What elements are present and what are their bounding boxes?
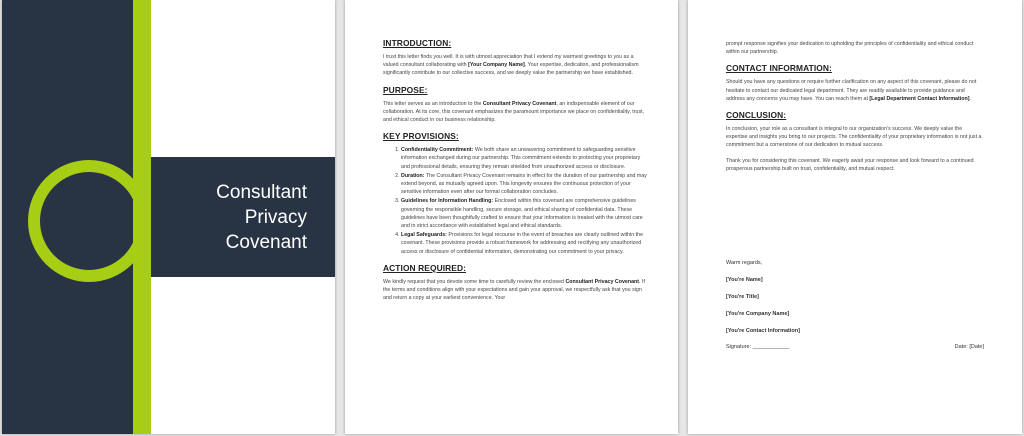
- introduction-text: I trust this letter finds you well. It is with utmost appreciation that I extend my warmest greetings to you as a valued consultant collaborating with [Your Company Name]. Your expertise, dedication, and professionalism significantly contribute to our collective success, and we deeply value the partnership we have established.: [383, 54, 639, 77]
- cover-title: [157, 180, 307, 255]
- letter-page-1: [345, 0, 678, 434]
- signer-company: [You're Company Name]: [726, 311, 790, 318]
- regards-text: Warm regards,: [726, 260, 763, 267]
- thank-you-text: Thank you for considering this covenant. We eagerly await your response and look forward to a continued prosperous partnership built on trust, confidentiality, and mutual respect.: [726, 157, 974, 172]
- purpose-text: This letter serves as an introduction to the Consultant Privacy Covenant, an indispensable element of our collaboration. At its core, this covenant emphasizes the paramount importance we place on confidentiality, trust, and ethical conduct in our business relationship.: [383, 100, 645, 124]
- cover-title-line: Covenant: [225, 232, 307, 253]
- action-required-text: We kindly request that you devote some time to carefully review the enclosed Consultant Privacy Covenant. If the terms and conditions align with your expectations and gain your approval, we respectfully ask that you sign and return a copy at your earliest convenience. Your: [383, 278, 645, 302]
- continued-text: prompt response signifies your dedication to upholding the principles of confidentiality and ethical conduct within our partnership.: [726, 41, 974, 56]
- signature-line: Signature: ____________: [726, 344, 790, 351]
- conclusion-heading: CONCLUSION:: [726, 110, 787, 121]
- list-item: 4. Legal Safeguards: Provisions for legal recourse in the event of breaches are clearly outlined within the covenant. These provisions provide a robust framework for addressing and rectifying any unauthorized access or disclosure of confidential information, demonstrating our commitment to your privacy.: [401, 231, 647, 256]
- cover-title-line: Privacy: [244, 207, 307, 228]
- list-item: 3. Guidelines for Information Handling: Enclosed within this covenant are comprehensive guidelines governing the responsible handling, secure storage, and ethical sharing of confidential data. These guidelines have been thoughtfully crafted to ensure that your information is treated with the utmost care and in strict accordance with established legal and ethical standards.: [401, 197, 647, 230]
- cover-ring-graphic: [28, 160, 150, 282]
- provisions-list: [383, 146, 647, 256]
- key-provisions-heading: KEY PROVISIONS:: [383, 131, 459, 142]
- contact-information-text: Should you have any questions or require further clarification on any aspect of this covenant, please do not hesitate to contact our dedicated legal department. They are readily available to provide guidance and address any concerns you may have. You can reach them at [Legal Department Contact Information].: [726, 79, 977, 102]
- signature-row: [726, 344, 984, 350]
- cover-page: [2, 0, 335, 434]
- list-item: 1. Confidentiality Commitment: We both share an unwavering commitment to safeguarding sensitive information exchanged during our partnership. This commitment extends to protecting your proprietary and professional details, ensuring they remain shielded from unauthorized access or disclosure.: [401, 146, 647, 171]
- signer-contact: [You're Contact Information]: [726, 328, 800, 335]
- letter-page-2: [688, 0, 1022, 434]
- purpose-heading: PURPOSE:: [383, 84, 428, 95]
- conclusion-text: In conclusion, your role as a consultant is integral to our organization's success. We deeply value the expertise and insights you bring to our projects. The confidentiality of your proprietary information is not just a commitment but a cornerstone of our dedication to mutual success.: [726, 126, 982, 149]
- signer-title: [You're Title]: [726, 294, 759, 301]
- cover-title-line: Consultant: [216, 182, 307, 203]
- date-field: Date: [Date]: [954, 344, 984, 351]
- action-required-heading: ACTION REQUIRED:: [383, 262, 467, 273]
- list-item: 2. Duration: The Consultant Privacy Covenant remains in effect for the duration of our partnership and may extend beyond, as mutually agreed upon. This longevity ensures the continuous protection of your sensitive information even after our formal collaboration concludes.: [401, 172, 647, 197]
- introduction-heading: INTRODUCTION:: [383, 38, 452, 48]
- signer-name: [You're Name]: [726, 277, 763, 284]
- contact-information-heading: CONTACT INFORMATION:: [726, 63, 832, 74]
